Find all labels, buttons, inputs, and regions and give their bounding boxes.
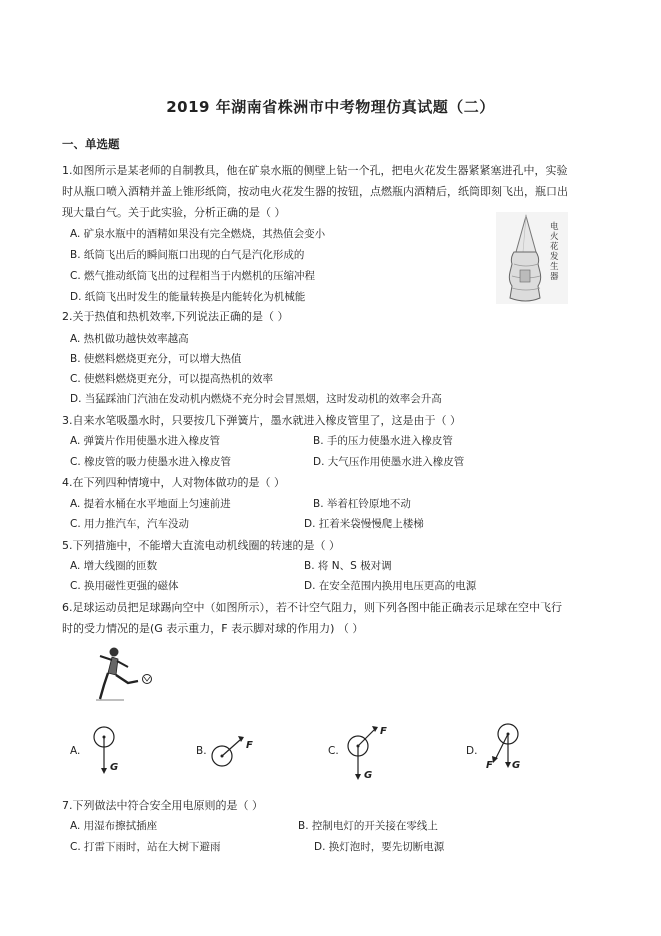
gravity-label: G <box>512 760 521 771</box>
force-diagram-b <box>208 722 260 772</box>
question-7-option-a: A. 用湿布擦拭插座 <box>70 820 158 832</box>
section-heading: 一、单选题 <box>62 137 120 151</box>
question-3-option-c: C. 橡皮管的吸力使墨水进入橡皮管 <box>70 456 232 468</box>
question-1-line: 现大量白气。关于此实验，分析正确的是（ ） <box>62 206 286 219</box>
question-2-option-d: D. 当猛踩油门汽油在发动机内燃烧不充分时会冒黑烟，这时发动机的效率会升高 <box>70 393 442 405</box>
question-7-option-d: D. 换灯泡时，要先切断电源 <box>314 841 445 853</box>
force-diagram-d <box>482 720 532 776</box>
question-1-stem <box>62 160 568 223</box>
question-1-option-d: D. 纸筒飞出时发生的能量转换是内能转化为机械能 <box>70 291 306 303</box>
question-4-option-a: A. 提着水桶在水平地面上匀速前进 <box>70 498 231 510</box>
question-1-option-a: A. 矿泉水瓶中的酒精如果没有完全燃烧，其热值会变小 <box>70 228 326 240</box>
question-5-stem: 5.下列措施中，不能增大直流电动机线圈的转速的是（ ） <box>62 539 340 552</box>
bottle-device-image <box>496 212 568 304</box>
question-4-option-d: D. 扛着米袋慢慢爬上楼梯 <box>304 518 424 530</box>
question-4-stem: 4.在下列四种情境中，人对物体做功的是（ ） <box>62 476 285 489</box>
question-2-option-b: B. 使燃料燃烧更充分，可以增大热值 <box>70 353 242 365</box>
question-6-stem <box>62 597 562 639</box>
force-label: F <box>380 726 387 737</box>
question-1-line: 时从瓶口喷入酒精并盖上锥形纸筒，按动电火花发生器的按钮，点燃瓶内酒精后，纸筒即刻飞出，瓶口出 <box>62 185 568 198</box>
question-1-option-b: B. 纸筒飞出后的瞬间瓶口出现的白气是汽化形成的 <box>70 249 305 261</box>
question-2-option-c: C. 使燃料燃烧更充分，可以提高热机的效率 <box>70 373 274 385</box>
question-3-option-d: D. 大气压作用使墨水进入橡皮管 <box>313 456 465 468</box>
gravity-label: G <box>110 762 119 773</box>
force-label: F <box>486 760 493 771</box>
question-6-line: 6.足球运动员把足球踢向空中（如图所示），若不计空气阻力，则下列各图中能正确表示足球在空中飞行 <box>62 601 562 614</box>
force-label: F <box>246 740 253 751</box>
football-player-image <box>94 645 156 703</box>
question-2-stem: 2.关于热值和热机效率,下列说法正确的是（ ） <box>62 310 289 323</box>
question-6-line: 时的受力情况的是(G 表示重力，F 表示脚对球的作用力) （ ） <box>62 622 364 635</box>
question-5-option-c: C. 换用磁性更强的磁体 <box>70 580 179 592</box>
question-7-option-b: B. 控制电灯的开关接在零线上 <box>298 820 438 832</box>
question-2-option-a: A. 热机做功越快效率越高 <box>70 333 189 345</box>
question-1-option-c: C. 燃气推动纸筒飞出的过程相当于内燃机的压缩冲程 <box>70 270 316 282</box>
question-5-option-a: A. 增大线圈的匝数 <box>70 560 158 572</box>
question-6-option-a: A. <box>70 745 81 757</box>
question-6-option-b: B. <box>196 745 207 757</box>
page-title: 2019 年湖南省株洲市中考物理仿真试题（二） <box>166 98 495 116</box>
gravity-label: G <box>364 770 373 781</box>
force-diagram-c <box>344 722 396 784</box>
question-4-option-c: C. 用力推汽车，汽车没动 <box>70 518 190 530</box>
device-label: 电火花发生器 <box>550 222 559 282</box>
question-3-stem: 3.自来水笔吸墨水时，只要按几下弹簧片，墨水就进入橡皮管里了，这是由于（ ） <box>62 414 461 427</box>
question-4-option-b: B. 举着杠铃原地不动 <box>313 498 411 510</box>
question-6-option-d: D. <box>466 745 478 757</box>
question-1-line: 1.如图所示是某老师的自制教具，他在矿泉水瓶的侧壁上钻一个孔，把电火花发生器紧紧塞进孔中，实验 <box>62 164 568 177</box>
question-6-option-c: C. <box>328 745 339 757</box>
question-5-option-d: D. 在安全范围内换用电压更高的电源 <box>304 580 477 592</box>
question-3-option-b: B. 手的压力使墨水进入橡皮管 <box>313 435 453 447</box>
question-7-stem: 7.下列做法中符合安全用电原则的是（ ） <box>62 799 263 812</box>
question-3-option-a: A. 弹簧片作用使墨水进入橡皮管 <box>70 435 221 447</box>
force-diagram-a <box>88 722 128 782</box>
question-7-option-c: C. 打雷下雨时，站在大树下避雨 <box>70 841 221 853</box>
question-5-option-b: B. 将 N、S 极对调 <box>304 560 392 572</box>
